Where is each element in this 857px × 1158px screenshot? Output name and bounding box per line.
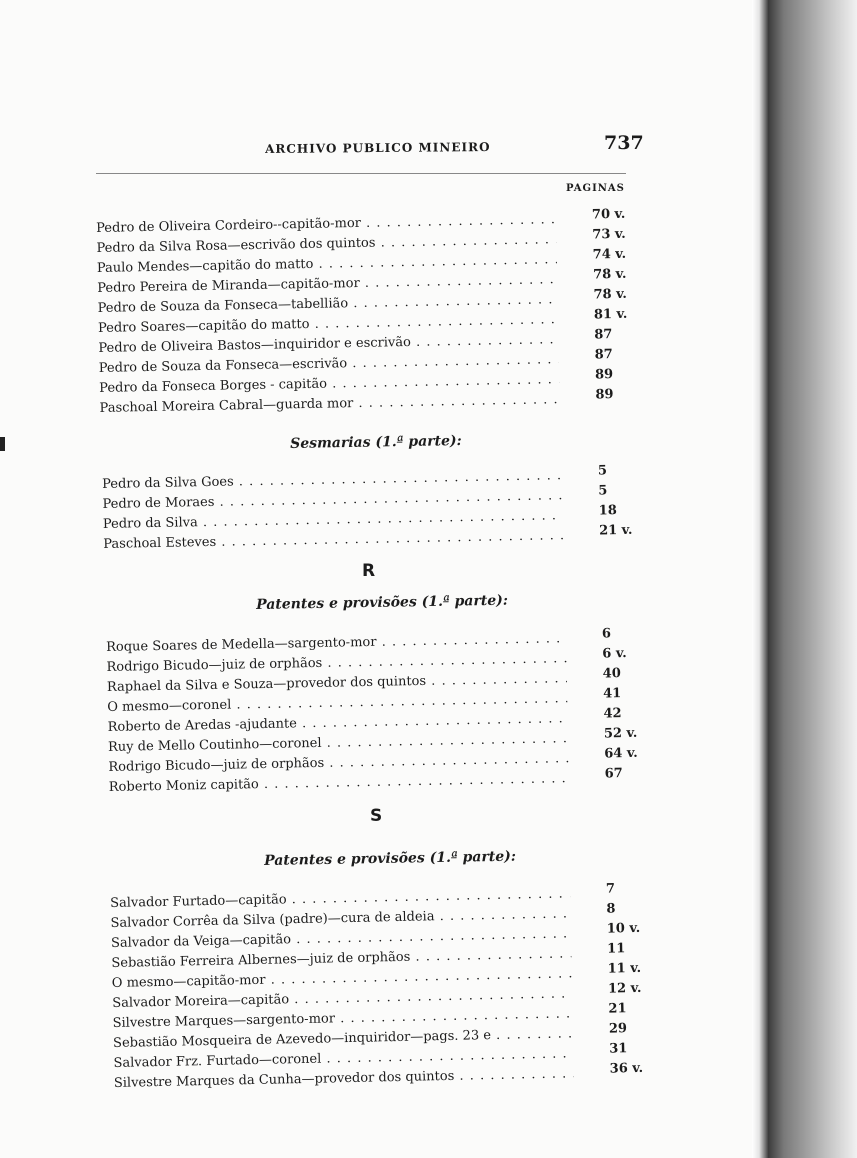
entry-name: Roberto de Aredas -ajudante . . . (108, 711, 568, 735)
entry-name: Pedro da Silva Rosa—escrivão dos quintos . . . (96, 232, 556, 256)
entry-page: 70 v. (591, 206, 626, 223)
page-edge (752, 0, 768, 1158)
entry-page: 6 v. (602, 646, 627, 662)
binding-shadow (768, 0, 857, 1158)
entry-page: 40 (602, 666, 621, 682)
binding-mark (0, 437, 5, 451)
entry-name: Paulo Mendes—capitão do matto . . . (97, 252, 557, 276)
entry-name: Pedro Pereira de Miranda—capitão-mor . . . (97, 272, 557, 296)
entry-name: Pedro da Silva . . . (103, 508, 563, 532)
entry-name: Roque Soares de Medella—sargento-mor . . . (106, 631, 566, 655)
entry-page: 18 (598, 503, 617, 519)
entry-name: Salvador Moreira—capitão . . . (112, 986, 572, 1011)
entry-name: Pedro Soares—capitão do matto . . . (98, 312, 558, 336)
entry-name: Roberto Moniz capitão . . . (109, 771, 569, 795)
section-title-patentes-s: Patentes e provisões (1.ª parte): (264, 848, 517, 869)
entry-page: 42 (603, 706, 622, 722)
entry-page: 74 v. (592, 246, 627, 263)
entry-name: Paschoal Esteves . . . (103, 528, 563, 552)
entry-page: 89 (594, 367, 614, 383)
entry-name: Pedro de Souza da Fonseca—escrivão . . . (99, 352, 559, 376)
entry-name: Rodrigo Bicudo—juiz de orphãos . . . (106, 651, 566, 675)
entry-page: 41 (602, 686, 622, 702)
entry-name: Salvador Furtado—capitão . . . (110, 886, 570, 911)
entry-page: 67 (604, 766, 623, 782)
entry-page: 11 (607, 941, 626, 957)
entry-page: 11 v. (607, 960, 642, 977)
header-rule (96, 173, 626, 174)
page-number: 737 (604, 132, 644, 154)
entry-list-p (96, 206, 628, 421)
entry-page: 31 (609, 1041, 628, 1057)
entry-name: Salvador Corrêa da Silva (padre)—cura de aldeia . . . (110, 906, 570, 931)
entry-name: Raphael da Silva e Souza—provedor dos quintos . . . (107, 671, 567, 695)
entry-name: Ruy de Mello Coutinho—coronel . . . (108, 731, 568, 755)
entry-page: 87 (594, 347, 613, 363)
entry-name: Pedro da Fonseca Borges - capitão . . . (99, 372, 559, 396)
entry-list-s (110, 881, 644, 1096)
running-head: ARCHIVO PUBLICO MINEIRO (265, 140, 491, 156)
entry-page: 78 v. (593, 286, 628, 303)
entry-page: 78 v. (592, 266, 627, 283)
entry-name: Sebastião Ferreira Albernes—juiz de orphãos . . . (111, 946, 571, 971)
entry-name: Pedro de Moraes . . . (102, 488, 562, 512)
entry-name: O mesmo—capitão-mor . . . (112, 966, 572, 991)
entry-name: Sebastião Mosqueira de Azevedo—inquiridor—pags. 23 e . . . (113, 1026, 573, 1051)
entry-page: 7 (605, 881, 616, 897)
entry-name: Silvestre Marques da Cunha—provedor dos quintos . . . (114, 1066, 574, 1091)
entry-page: 73 v. (592, 226, 626, 243)
entry-page: 21 v. (598, 522, 633, 539)
entry-page: 29 (608, 1021, 628, 1037)
section-letter-r: R (362, 561, 376, 581)
entry-page: 89 (595, 387, 614, 403)
entry-page: 21 (608, 1001, 627, 1017)
entry-page: 64 v. (604, 745, 638, 762)
entry-name: Salvador Frz. Furtado—coronel . . . (113, 1046, 573, 1071)
entry-page: 10 v. (606, 920, 641, 937)
entry-name: Rodrigo Bicudo—juiz de orphãos . . . (108, 751, 568, 775)
entry-page: 52 v. (603, 725, 638, 742)
entry-name: O mesmo—coronel . . . (107, 691, 567, 715)
entry-name: Pedro de Oliveira Cordeiro--capitão-mor . . . (96, 212, 556, 236)
entry-list-r (106, 626, 638, 800)
entry-page: 12 v. (607, 980, 642, 997)
pages-column-label: PAGINAS (566, 183, 625, 194)
entry-name: Pedro de Souza da Fonseca—tabellião . . . (98, 292, 558, 316)
entry-name: Pedro de Oliveira Bastos—inquiridor e escrivão . . . (98, 332, 558, 356)
section-letter-s: S (370, 806, 383, 826)
entry-page: 81 v. (593, 306, 628, 323)
section-title-sesmarias: Sesmarias (1.ª parte): (290, 433, 462, 452)
entry-page: 87 (594, 327, 613, 343)
entry-name: Salvador da Veiga—capitão . . . (111, 926, 571, 951)
entry-page: 5 (597, 463, 608, 479)
entry-page: 8 (606, 901, 616, 917)
entry-list-sesmarias (102, 463, 633, 557)
entry-page: 36 v. (609, 1060, 644, 1077)
entry-page: 5 (598, 483, 608, 499)
section-title-patentes-r: Patentes e provisões (1.ª parte): (256, 592, 509, 613)
entry-name: Silvestre Marques—sargento-mor . . . (113, 1006, 573, 1031)
entry-name: Pedro da Silva Goes . . . (102, 468, 562, 492)
entry-name: Paschoal Moreira Cabral—guarda mor . . . (99, 392, 559, 416)
entry-page: 6 (601, 626, 612, 642)
